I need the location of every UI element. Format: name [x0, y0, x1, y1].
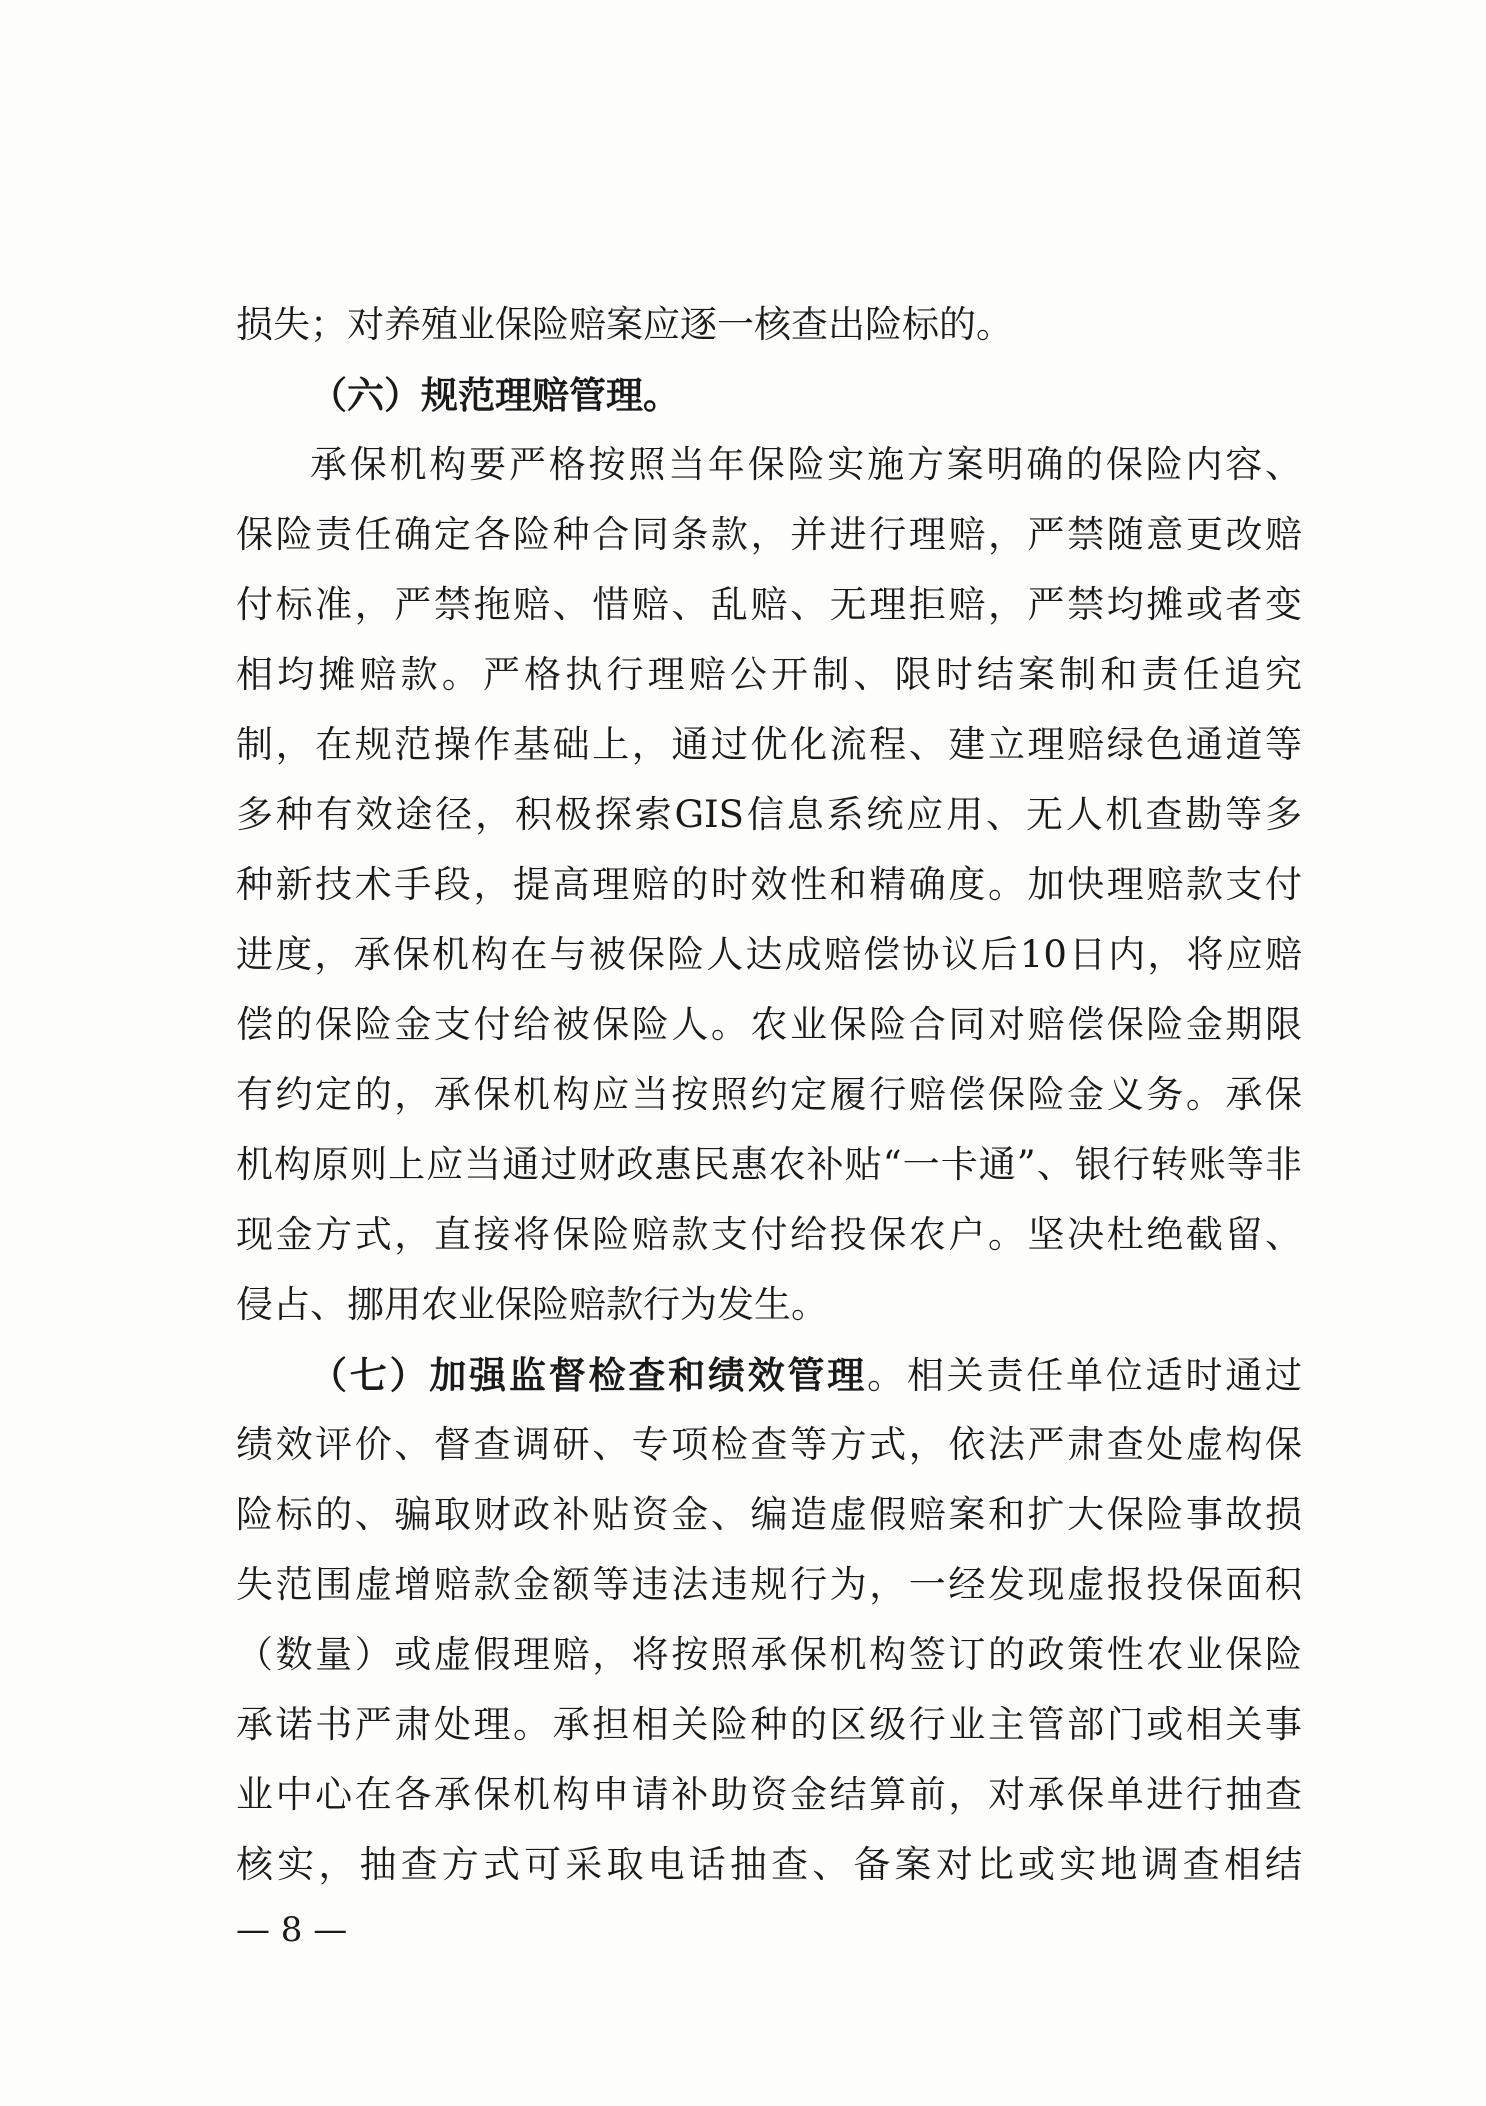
paragraph-line: 绩效评价、督查调研、专项检查等方式，依法严肃查处虚构保 [236, 1423, 1302, 1466]
paragraph-line: 承保机构要严格按照当年保险实施方案明确的保险内容、 [310, 443, 1302, 486]
paragraph-line: （数量）或虚假理赔，将按照承保机构签订的政策性农业保险 [236, 1633, 1302, 1676]
section-7-first-rest: 。相关责任单位适时通过 [867, 1354, 1302, 1397]
paragraph-line: 承诺书严肃处理。承担相关险种的区级行业主管部门或相关事 [236, 1703, 1302, 1746]
paragraph-line: 核实，抽查方式可采取电话抽查、备案对比或实地调查相结 [236, 1843, 1302, 1886]
body-text [236, 290, 1302, 1900]
paragraph-line: 险标的、骗取财政补贴资金、编造虚假赔案和扩大保险事故损 [236, 1493, 1302, 1536]
paragraph-line: 多种有效途径，积极探索GIS信息系统应用、无人机查勘等多 [236, 793, 1302, 836]
paragraph-line: 相均摊赔款。严格执行理赔公开制、限时结案制和责任追究 [236, 653, 1302, 696]
paragraph-line: 机构原则上应当通过财政惠民惠农补贴“一卡通”、银行转账等非 [236, 1143, 1302, 1186]
paragraph-line: 业中心在各承保机构申请补助资金结算前，对承保单进行抽查 [236, 1773, 1302, 1816]
paragraph-line: 制，在规范操作基础上，通过优化流程、建立理赔绿色通道等 [236, 723, 1302, 766]
paragraph-line: 失范围虚增赔款金额等违法违规行为，一经发现虚报投保面积 [236, 1563, 1302, 1606]
paragraph-line: 进度，承保机构在与被保险人达成赔偿协议后10日内，将应赔 [236, 933, 1302, 976]
paragraph-line: 偿的保险金支付给被保险人。农业保险合同对赔偿保险金期限 [236, 1003, 1302, 1046]
page-number: — 8 — [236, 1910, 348, 1950]
paragraph-line: 种新技术手段，提高理赔的时效性和精确度。加快理赔款支付 [236, 863, 1302, 906]
paragraph-line: 现金方式，直接将保险赔款支付给投保农户。坚决杜绝截留、 [236, 1213, 1302, 1256]
paragraph-line: 侵占、挪用农业保险赔款行为发生。 [236, 1283, 828, 1326]
paragraph-line: 保险责任确定各险种合同条款，并进行理赔，严禁随意更改赔 [236, 513, 1302, 556]
paragraph-line: 有约定的，承保机构应当按照约定履行赔偿保险金义务。承保 [236, 1073, 1302, 1116]
paragraph-line: 付标准，严禁拖赔、惜赔、乱赔、无理拒赔，严禁均摊或者变 [236, 583, 1302, 626]
section-7-heading: （七）加强监督检查和绩效管理 [310, 1353, 868, 1397]
paragraph-line: 损失；对养殖业保险赔案应逐一核查出险标的。 [236, 303, 1013, 346]
section-7-first-line [236, 1340, 1302, 1410]
section-6-heading: （六）规范理赔管理。 [310, 373, 680, 417]
